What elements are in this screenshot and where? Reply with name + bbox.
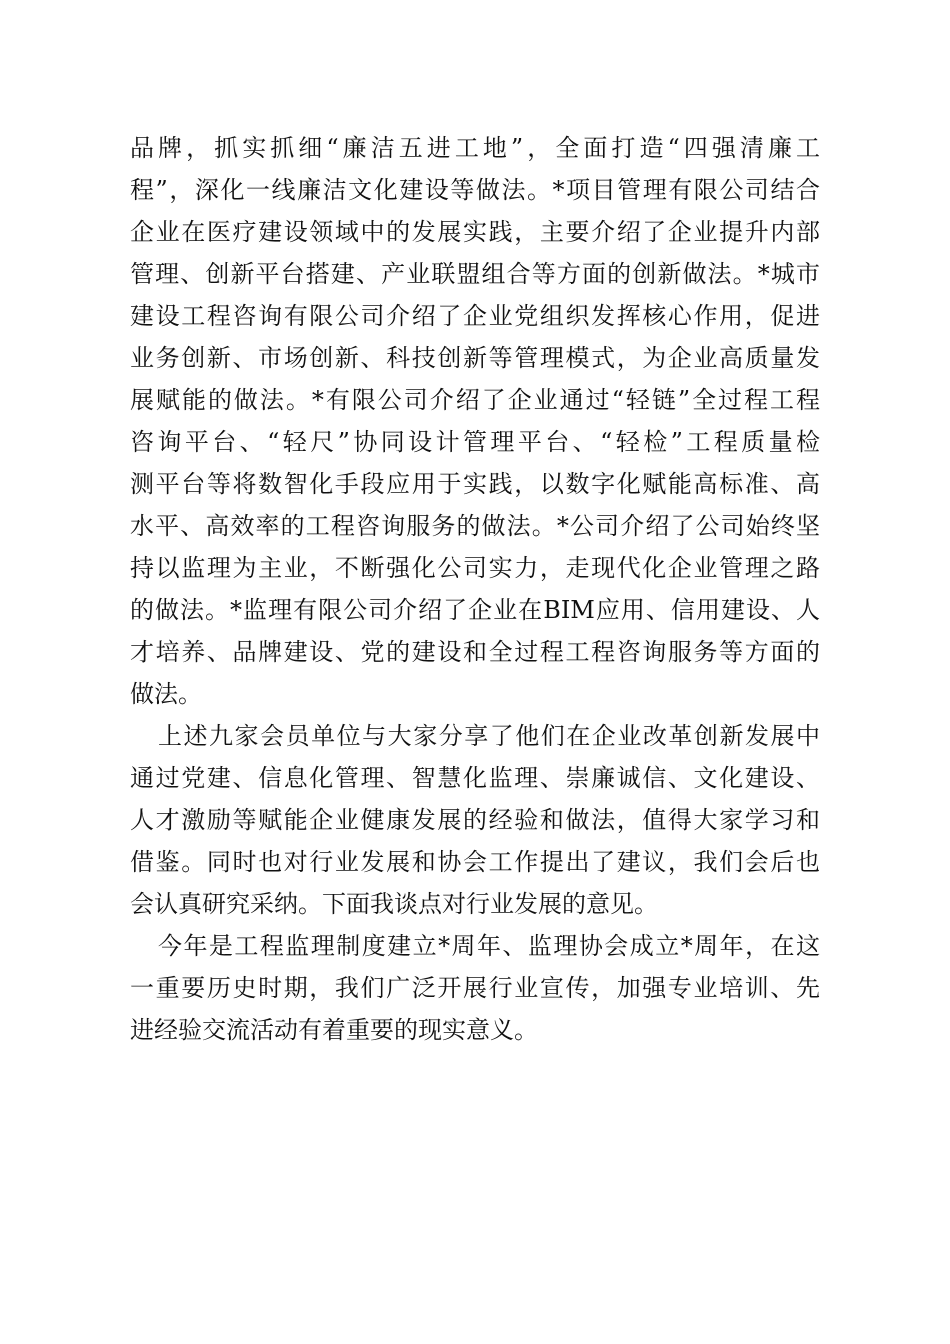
document-page [130, 127, 820, 1051]
text-line: 管理、创新平台搭建、产业联盟组合等方面的创新做法。*城市 [130, 260, 820, 288]
text-line: 测平台等将数智化手段应用于实践，以数字化赋能高标准、高 [130, 470, 820, 498]
paragraph [130, 925, 820, 1051]
text-line: 会认真研究采纳。下面我谈点对行业发展的意见。 [130, 890, 658, 918]
text-line: 咨询平台、“轻尺”协同设计管理平台、“轻检”工程质量检 [130, 428, 820, 456]
text-line: 建设工程咨询有限公司介绍了企业党组织发挥核心作用，促进 [130, 302, 820, 330]
text-line: 借鉴。同时也对行业发展和协会工作提出了建议，我们会后也 [130, 848, 820, 876]
text-line: 上述九家会员单位与大家分享了他们在企业改革创新发展中 [158, 722, 820, 750]
text-line: 品牌，抓实抓细“廉洁五进工地”，全面打造“四强清廉工 [130, 134, 820, 162]
text-line: 业务创新、市场创新、科技创新等管理模式，为企业高质量发 [130, 344, 820, 372]
text-line: 持以监理为主业，不断强化公司实力，走现代化企业管理之路 [130, 554, 820, 582]
text-line: 企业在医疗建设领域中的发展实践，主要介绍了企业提升内部 [130, 218, 820, 246]
text-line: 通过党建、信息化管理、智慧化监理、崇廉诚信、文化建设、 [130, 764, 820, 792]
paragraph [130, 127, 820, 715]
text-line: 的做法。*监理有限公司介绍了企业在BIM应用、信用建设、人 [130, 596, 820, 624]
text-line: 程”，深化一线廉洁文化建设等做法。*项目管理有限公司结合 [130, 176, 820, 204]
text-line: 才培养、品牌建设、党的建设和全过程工程咨询服务等方面的 [130, 638, 820, 666]
text-line: 水平、高效率的工程咨询服务的做法。*公司介绍了公司始终坚 [130, 512, 820, 540]
text-line: 一重要历史时期，我们广泛开展行业宣传，加强专业培训、先 [130, 974, 820, 1002]
text-line: 今年是工程监理制度建立*周年、监理协会成立*周年，在这 [158, 932, 820, 960]
text-line: 展赋能的做法。*有限公司介绍了企业通过“轻链”全过程工程 [130, 386, 820, 414]
paragraph [130, 715, 820, 925]
text-line: 人才激励等赋能企业健康发展的经验和做法，值得大家学习和 [130, 806, 820, 834]
text-line: 进经验交流活动有着重要的现实意义。 [130, 1016, 538, 1044]
text-line: 做法。 [130, 680, 202, 708]
